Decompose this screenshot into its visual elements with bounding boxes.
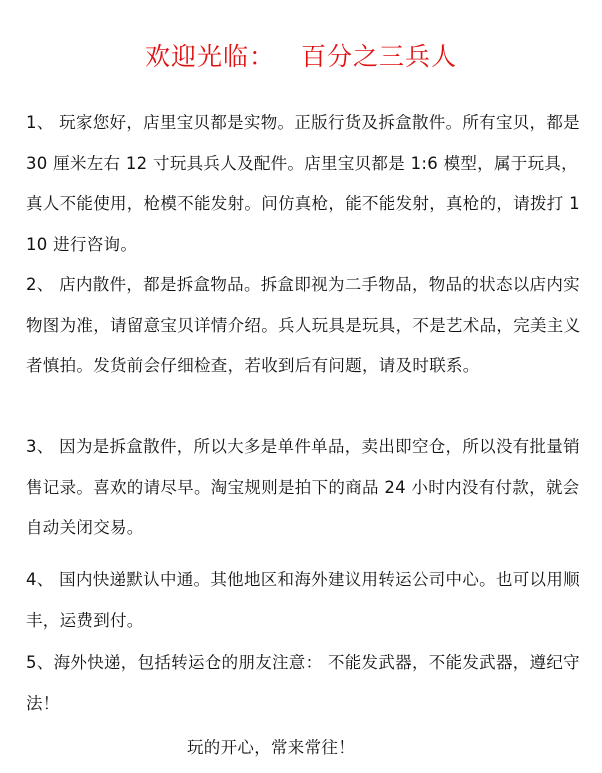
notice-paragraph-3: 3、 因为是拆盒散件，所以大多是单件单品，卖出即空仓，所以没有批量销售记录。喜欢的请尽早。淘宝规则是拍下的商品 24 小时内没有付款，就会自动关闭交易。 — [26, 437, 580, 537]
closing-message: 玩的开心，常来常往！ — [187, 738, 355, 757]
welcome-text: 欢迎光临： — [144, 42, 275, 71]
shop-name: 百分之三兵人 — [301, 42, 458, 71]
notice-paragraph-5: 5、海外快递，包括转运仓的朋友注意： 不能发武器，不能发武器，遵纪守法！ — [26, 653, 580, 713]
page-title — [0, 40, 602, 74]
notice-paragraph-4: 4、 国内快递默认中通。其他地区和海外建议用转运公司中心。也可以用顺丰，运费到付。 — [26, 570, 580, 630]
notice-paragraph-2: 2、 店内散件，都是拆盒物品。拆盒即视为二手物品，物品的状态以店内实物图为准，请留意宝贝详情介绍。兵人玩具是玩具，不是艺术品，完美主义者慎拍。发货前会仔细检查，若收到后有问题，请及时联系。 — [26, 275, 581, 375]
notice-paragraph-1: 1、 玩家您好，店里宝贝都是实物。正版行货及拆盒散件。所有宝贝，都是 30 厘米左右 12 寸玩具兵人及配件。店里宝贝都是 1:6 模型，属于玩具，真人不能使用，枪模不能发射。问仿真枪，能不能发射，真枪的，请拨打 110 进行咨询。 — [26, 113, 580, 254]
